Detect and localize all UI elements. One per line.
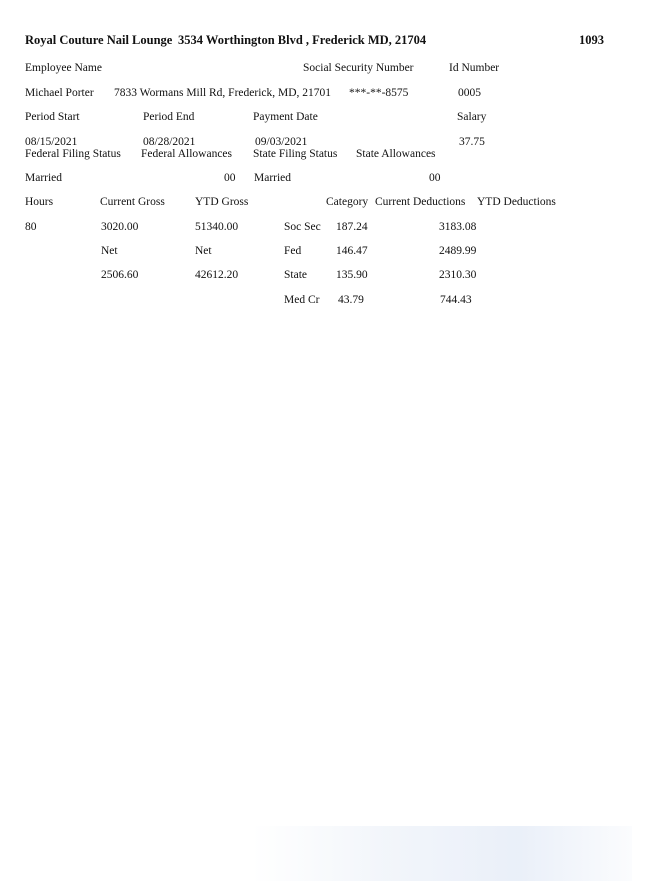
company-address: 3534 Worthington Blvd , Frederick MD, 21704 [178, 33, 427, 47]
hours-label: Hours [25, 196, 54, 208]
federal-filing-status-label: Federal Filing Status [25, 148, 121, 160]
state-allowances-label: State Allowances [356, 148, 436, 160]
period-end-value: 08/28/2021 [143, 136, 196, 148]
period-start-label: Period Start [25, 111, 80, 123]
deduction-current: 187.24 [336, 221, 368, 233]
period-end-label: Period End [143, 111, 195, 123]
deduction-ytd: 744.43 [440, 294, 472, 306]
id-number-value: 0005 [458, 87, 481, 99]
deduction-category: Med Cr [284, 294, 320, 306]
deduction-ytd: 3183.08 [439, 221, 477, 233]
ytd-deductions-label: YTD Deductions [477, 196, 556, 208]
salary-value: 37.75 [459, 136, 485, 148]
employee-name: Michael Porter [25, 87, 94, 99]
id-number-label: Id Number [449, 62, 500, 74]
salary-label: Salary [457, 111, 487, 123]
deduction-current: 43.79 [338, 294, 364, 306]
federal-allowances-label: Federal Allowances [141, 148, 233, 160]
deduction-category: Fed [284, 245, 302, 257]
hours-value: 80 [25, 221, 37, 233]
ssn-label: Social Security Number [303, 62, 414, 74]
state-filing-status-value: Married [254, 172, 292, 184]
state-filing-status-label: State Filing Status [253, 148, 338, 160]
federal-filing-status-value: Married [25, 172, 63, 184]
deduction-category: Soc Sec [284, 221, 321, 233]
federal-allowances-value: 00 [224, 172, 236, 184]
payment-date-value: 09/03/2021 [255, 136, 308, 148]
deduction-category: State [284, 269, 307, 281]
ytd-gross-value: 51340.00 [195, 221, 239, 233]
state-allowances-value: 00 [429, 172, 441, 184]
current-deductions-label: Current Deductions [375, 196, 466, 208]
current-net-value: 2506.60 [101, 269, 139, 281]
deduction-current: 146.47 [336, 245, 368, 257]
company-name: Royal Couture Nail Lounge [25, 33, 173, 47]
period-start-value: 08/15/2021 [25, 136, 78, 148]
deduction-ytd: 2310.30 [439, 269, 477, 281]
ytd-net-label: Net [195, 245, 212, 257]
ytd-gross-label: YTD Gross [195, 196, 249, 208]
payment-date-label: Payment Date [253, 111, 318, 123]
current-gross-label: Current Gross [100, 196, 165, 208]
check-number: 1093 [579, 33, 604, 47]
category-label: Category [326, 196, 369, 208]
employee-address: 7833 Wormans Mill Rd, Frederick, MD, 21701 [114, 87, 332, 99]
employee-name-label: Employee Name [25, 62, 102, 74]
deduction-current: 135.90 [336, 269, 368, 281]
ssn-value: ***-**-8575 [349, 87, 409, 99]
scan-artifact [252, 826, 632, 881]
deduction-ytd: 2489.99 [439, 245, 477, 257]
current-gross-value: 3020.00 [101, 221, 139, 233]
ytd-net-value: 42612.20 [195, 269, 239, 281]
current-net-label: Net [101, 245, 118, 257]
